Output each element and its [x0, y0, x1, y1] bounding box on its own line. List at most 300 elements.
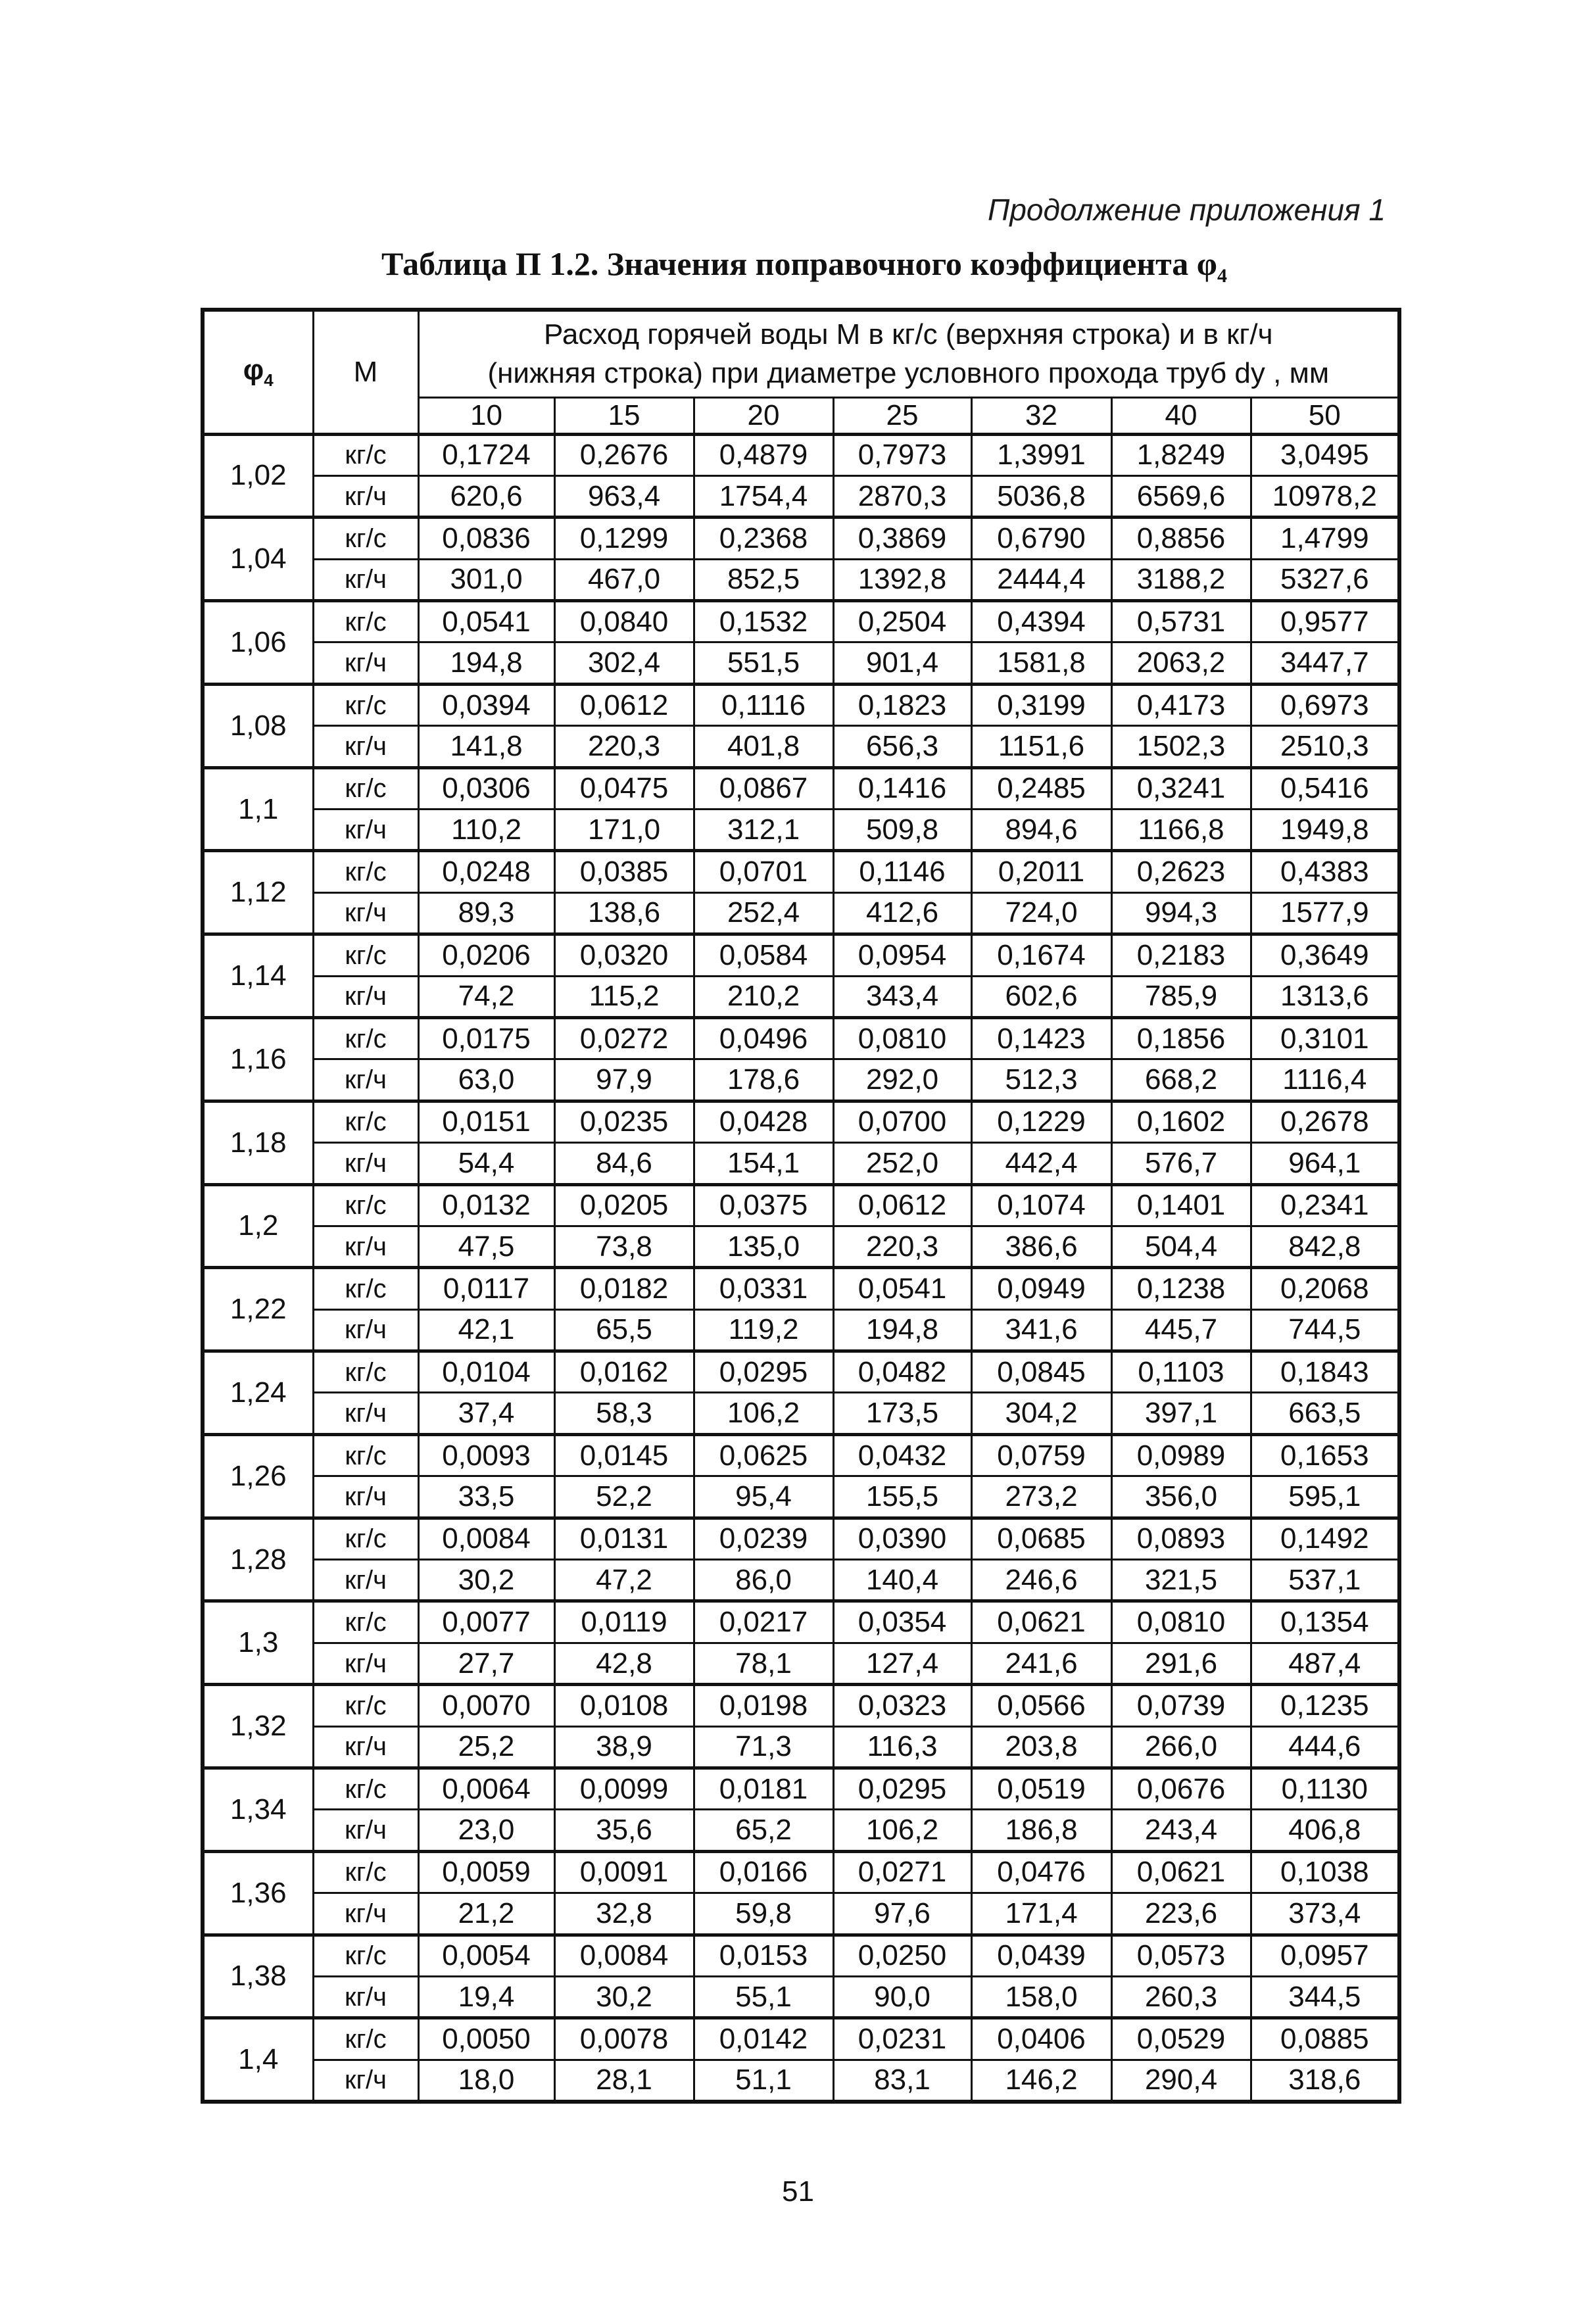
table-cell-kgh: 3188,2: [1111, 559, 1251, 600]
table-cell-kgh: 38,9: [554, 1726, 694, 1768]
table-cell-kgh: 210,2: [694, 976, 833, 1017]
table-cell-kgh: 445,7: [1111, 1309, 1251, 1351]
table-cell-kgs: 0,3649: [1251, 934, 1399, 976]
table-row-kgh: [203, 1059, 1399, 1101]
table-cell-kgs: 0,1229: [971, 1101, 1111, 1142]
table-cell-kgh: 2063,2: [1111, 642, 1251, 684]
table-cell-kgs: 0,1038: [1251, 1851, 1399, 1893]
table-cell-kgs: 0,0104: [418, 1351, 554, 1393]
table-cell-kgs: 0,0810: [833, 1017, 971, 1059]
table-cell-kgh: 119,2: [694, 1309, 833, 1351]
unit-cell-kgs: кг/с: [313, 1184, 418, 1226]
table-cell-kgh: 1116,4: [1251, 1059, 1399, 1101]
unit-cell-kgh: кг/ч: [313, 1226, 418, 1267]
table-cell-kgs: 0,0131: [554, 1518, 694, 1559]
table-cell-kgs: 0,0739: [1111, 1685, 1251, 1726]
table-cell-kgh: 37,4: [418, 1393, 554, 1434]
table-cell-kgh: 344,5: [1251, 1976, 1399, 2018]
table-cell-kgh: 127,4: [833, 1643, 971, 1684]
table-cell-kgs: 0,0306: [418, 767, 554, 809]
table-cell-kgh: 963,4: [554, 475, 694, 517]
table-cell-kgs: 0,0099: [554, 1768, 694, 1810]
table-cell-kgs: 0,4879: [694, 434, 833, 475]
table-cell-kgh: 30,2: [418, 1560, 554, 1601]
table-cell-kgh: 994,3: [1111, 892, 1251, 934]
table-cell-kgs: 0,1116: [694, 684, 833, 725]
phi-value-cell: 1,2: [203, 1184, 313, 1268]
column-header-description: [418, 310, 1399, 397]
unit-cell-kgs: кг/с: [313, 601, 418, 642]
table-cell-kgs: 0,0217: [694, 1601, 833, 1643]
table-cell-kgh: 668,2: [1111, 1059, 1251, 1101]
phi-value-cell: 1,3: [203, 1601, 313, 1685]
table-cell-kgs: 0,0153: [694, 1935, 833, 1976]
table-row-kgs: [203, 1101, 1399, 1142]
table-cell-kgs: 0,0108: [554, 1685, 694, 1726]
table-cell-kgh: 260,3: [1111, 1976, 1251, 2018]
table-cell-kgs: 0,0541: [833, 1268, 971, 1309]
table-cell-kgh: 18,0: [418, 2060, 554, 2101]
table-cell-kgs: 0,1492: [1251, 1518, 1399, 1559]
table-cell-kgs: 0,3241: [1111, 767, 1251, 809]
table-cell-kgs: 0,0476: [971, 1851, 1111, 1893]
table-cell-kgs: 0,0084: [418, 1518, 554, 1559]
table-cell-kgs: 1,4799: [1251, 518, 1399, 559]
table-cell-kgh: 273,2: [971, 1476, 1111, 1518]
unit-cell-kgs: кг/с: [313, 1518, 418, 1559]
table-cell-kgh: 97,6: [833, 1893, 971, 1935]
table-cell-kgh: 341,6: [971, 1309, 1111, 1351]
phi-value-cell: 1,04: [203, 518, 313, 601]
unit-cell-kgs: кг/с: [313, 767, 418, 809]
table-cell-kgh: 785,9: [1111, 976, 1251, 1017]
table-row-kgh: [203, 892, 1399, 934]
unit-cell-kgh: кг/ч: [313, 1976, 418, 2018]
table-row-kgs: [203, 434, 1399, 475]
table-row-kgs: [203, 934, 1399, 976]
table-cell-kgs: 0,0840: [554, 601, 694, 642]
table-cell-kgh: 194,8: [833, 1309, 971, 1351]
table-cell-kgh: 318,6: [1251, 2060, 1399, 2101]
phi-value-cell: 1,26: [203, 1434, 313, 1518]
table-cell-kgs: 0,0295: [694, 1351, 833, 1393]
table-cell-kgh: 97,9: [554, 1059, 694, 1101]
table-cell-kgs: 0,2183: [1111, 934, 1251, 976]
table-cell-kgh: 154,1: [694, 1143, 833, 1184]
table-cell-kgs: 0,0496: [694, 1017, 833, 1059]
table-cell-kgh: 110,2: [418, 810, 554, 851]
table-cell-kgh: 551,5: [694, 642, 833, 684]
table-cell-kgh: 397,1: [1111, 1393, 1251, 1434]
table-cell-kgs: 0,0064: [418, 1768, 554, 1810]
unit-cell-kgs: кг/с: [313, 1851, 418, 1893]
table-cell-kgs: 0,0248: [418, 851, 554, 892]
phi-value-cell: 1,36: [203, 1851, 313, 1935]
unit-cell-kgs: кг/с: [313, 1601, 418, 1643]
table-cell-kgh: 146,2: [971, 2060, 1111, 2101]
table-cell-kgs: 0,0091: [554, 1851, 694, 1893]
unit-cell-kgh: кг/ч: [313, 1643, 418, 1684]
table-row-kgh: [203, 475, 1399, 517]
table-row-kgs: [203, 1017, 1399, 1059]
table-cell-kgs: 0,0885: [1251, 2018, 1399, 2060]
table-cell-kgh: 312,1: [694, 810, 833, 851]
unit-cell-kgh: кг/ч: [313, 559, 418, 600]
phi-value-cell: 1,12: [203, 851, 313, 934]
table-cell-kgh: 292,0: [833, 1059, 971, 1101]
table-cell-kgs: 0,0117: [418, 1268, 554, 1309]
table-cell-kgs: 0,0676: [1111, 1768, 1251, 1810]
table-cell-kgs: 0,0093: [418, 1434, 554, 1476]
table-cell-kgs: 0,6790: [971, 518, 1111, 559]
table-cell-kgh: 141,8: [418, 726, 554, 767]
unit-cell-kgh: кг/ч: [313, 1143, 418, 1184]
table-cell-kgs: 0,0323: [833, 1685, 971, 1726]
table-cell-kgh: 86,0: [694, 1560, 833, 1601]
table-cell-kgs: 0,0954: [833, 934, 971, 976]
unit-cell-kgh: кг/ч: [313, 1309, 418, 1351]
table-cell-kgs: 0,0519: [971, 1768, 1111, 1810]
table-cell-kgs: 0,0529: [1111, 2018, 1251, 2060]
diameter-header-cell: 40: [1111, 397, 1251, 434]
table-cell-kgh: 1313,6: [1251, 976, 1399, 1017]
table-cell-kgs: 0,0182: [554, 1268, 694, 1309]
unit-cell-kgh: кг/ч: [313, 1476, 418, 1518]
table-cell-kgh: 115,2: [554, 976, 694, 1017]
table-cell-kgs: 0,6973: [1251, 684, 1399, 725]
table-cell-kgs: 1,3991: [971, 434, 1111, 475]
table-cell-kgh: 90,0: [833, 1976, 971, 2018]
table-cell-kgs: 0,1416: [833, 767, 971, 809]
table-cell-kgh: 10978,2: [1251, 475, 1399, 517]
table-cell-kgh: 386,6: [971, 1226, 1111, 1267]
unit-cell-kgh: кг/ч: [313, 976, 418, 1017]
table-row-kgh: [203, 1560, 1399, 1601]
table-cell-kgh: 964,1: [1251, 1143, 1399, 1184]
table-cell-kgs: 0,0166: [694, 1851, 833, 1893]
phi-symbol: φ: [243, 353, 264, 386]
phi-value-cell: 1,28: [203, 1518, 313, 1601]
table-cell-kgh: 73,8: [554, 1226, 694, 1267]
table-cell-kgh: 3447,7: [1251, 642, 1399, 684]
unit-cell-kgs: кг/с: [313, 934, 418, 976]
table-cell-kgs: 0,1235: [1251, 1685, 1399, 1726]
table-cell-kgh: 595,1: [1251, 1476, 1399, 1518]
table-cell-kgh: 55,1: [694, 1976, 833, 2018]
table-cell-kgs: 0,1103: [1111, 1351, 1251, 1393]
table-title-subscript: 4: [1217, 265, 1227, 287]
table-cell-kgh: 602,6: [971, 976, 1111, 1017]
table-cell-kgh: 1581,8: [971, 642, 1111, 684]
table-cell-kgh: 252,0: [833, 1143, 971, 1184]
table-cell-kgs: 0,2623: [1111, 851, 1251, 892]
table-cell-kgs: 0,0250: [833, 1935, 971, 1976]
table-cell-kgh: 178,6: [694, 1059, 833, 1101]
table-row-kgs: [203, 1268, 1399, 1309]
table-cell-kgs: 0,1532: [694, 601, 833, 642]
table-row-kgh: [203, 2060, 1399, 2101]
table-cell-kgs: 0,0759: [971, 1434, 1111, 1476]
table-cell-kgh: 106,2: [833, 1810, 971, 1851]
table-cell-kgh: 35,6: [554, 1810, 694, 1851]
table-row-kgh: [203, 726, 1399, 767]
table-cell-kgh: 32,8: [554, 1893, 694, 1935]
table-cell-kgs: 0,0482: [833, 1351, 971, 1393]
table-cell-kgs: 0,1856: [1111, 1017, 1251, 1059]
table-row-kgs: [203, 684, 1399, 725]
table-cell-kgs: 0,2676: [554, 434, 694, 475]
table-cell-kgs: 0,1238: [1111, 1268, 1251, 1309]
table-cell-kgs: 0,0541: [418, 601, 554, 642]
table-cell-kgh: 78,1: [694, 1643, 833, 1684]
table-cell-kgh: 401,8: [694, 726, 833, 767]
table-cell-kgs: 0,0145: [554, 1434, 694, 1476]
phi-value-cell: 1,06: [203, 601, 313, 685]
unit-cell-kgh: кг/ч: [313, 892, 418, 934]
phi-value-cell: 1,1: [203, 767, 313, 851]
table-cell-kgh: 25,2: [418, 1726, 554, 1768]
table-cell-kgs: 0,9577: [1251, 601, 1399, 642]
table-cell-kgh: 135,0: [694, 1226, 833, 1267]
table-cell-kgs: 0,3101: [1251, 1017, 1399, 1059]
column-header-phi: [203, 310, 313, 434]
table-cell-kgh: 83,1: [833, 2060, 971, 2101]
table-cell-kgh: 5036,8: [971, 475, 1111, 517]
diameter-header-cell: 15: [554, 397, 694, 434]
table-cell-kgh: 290,4: [1111, 2060, 1251, 2101]
header-row: [203, 310, 1399, 397]
table-cell-kgh: 63,0: [418, 1059, 554, 1101]
table-cell-kgh: 1166,8: [1111, 810, 1251, 851]
diameter-header-cell: 25: [833, 397, 971, 434]
table-cell-kgh: 65,2: [694, 1810, 833, 1851]
table-row-kgs: [203, 1518, 1399, 1559]
description-line-2: (нижняя строка) при диаметре условного прохода труб dу , мм: [487, 357, 1330, 390]
table-cell-kgs: 0,0059: [418, 1851, 554, 1893]
table-cell-kgh: 406,8: [1251, 1810, 1399, 1851]
table-cell-kgs: 0,0432: [833, 1434, 971, 1476]
table-row-kgs: [203, 1851, 1399, 1893]
unit-cell-kgh: кг/ч: [313, 1726, 418, 1768]
table-cell-kgh: 194,8: [418, 642, 554, 684]
table-cell-kgs: 0,0566: [971, 1685, 1111, 1726]
table-cell-kgs: 0,0573: [1111, 1935, 1251, 1976]
phi-value-cell: 1,34: [203, 1768, 313, 1852]
table-cell-kgs: 0,0084: [554, 1935, 694, 1976]
phi-value-cell: 1,02: [203, 434, 313, 518]
unit-cell-kgh: кг/ч: [313, 726, 418, 767]
table-cell-kgs: 0,0206: [418, 934, 554, 976]
column-header-m: М: [313, 310, 418, 434]
table-cell-kgs: 0,0054: [418, 1935, 554, 1976]
table-cell-kgs: 0,1823: [833, 684, 971, 725]
table-cell-kgs: 0,5416: [1251, 767, 1399, 809]
table-cell-kgs: 0,2368: [694, 518, 833, 559]
table-row-kgh: [203, 642, 1399, 684]
unit-cell-kgh: кг/ч: [313, 1810, 418, 1851]
table-cell-kgs: 0,2011: [971, 851, 1111, 892]
unit-cell-kgh: кг/ч: [313, 1059, 418, 1101]
table-cell-kgs: 0,2341: [1251, 1184, 1399, 1226]
table-cell-kgh: 19,4: [418, 1976, 554, 2018]
table-cell-kgh: 343,4: [833, 976, 971, 1017]
phi-value-cell: 1,14: [203, 934, 313, 1018]
table-cell-kgs: 0,1146: [833, 851, 971, 892]
table-cell-kgs: 0,0584: [694, 934, 833, 976]
table-cell-kgs: 0,0385: [554, 851, 694, 892]
table-cell-kgs: 0,1299: [554, 518, 694, 559]
unit-cell-kgh: кг/ч: [313, 1893, 418, 1935]
table-cell-kgh: 537,1: [1251, 1560, 1399, 1601]
table-cell-kgs: 0,0119: [554, 1601, 694, 1643]
table-cell-kgh: 203,8: [971, 1726, 1111, 1768]
table-cell-kgh: 28,1: [554, 2060, 694, 2101]
table-cell-kgs: 0,0295: [833, 1768, 971, 1810]
table-cell-kgh: 158,0: [971, 1976, 1111, 2018]
table-cell-kgh: 173,5: [833, 1393, 971, 1434]
table-cell-kgs: 0,1843: [1251, 1351, 1399, 1393]
table-cell-kgh: 47,2: [554, 1560, 694, 1601]
table-cell-kgs: 0,0621: [971, 1601, 1111, 1643]
table-cell-kgh: 241,6: [971, 1643, 1111, 1684]
table-cell-kgs: 0,1724: [418, 434, 554, 475]
table-cell-kgh: 223,6: [1111, 1893, 1251, 1935]
table-cell-kgs: 0,0320: [554, 934, 694, 976]
table-cell-kgs: 0,3199: [971, 684, 1111, 725]
table-cell-kgh: 33,5: [418, 1476, 554, 1518]
unit-cell-kgh: кг/ч: [313, 1393, 418, 1434]
table-cell-kgs: 0,0836: [418, 518, 554, 559]
table-cell-kgs: 0,5731: [1111, 601, 1251, 642]
table-row-kgs: [203, 1434, 1399, 1476]
table-cell-kgs: 0,0132: [418, 1184, 554, 1226]
table-cell-kgs: 0,0845: [971, 1351, 1111, 1393]
table-cell-kgs: 0,0175: [418, 1017, 554, 1059]
table-cell-kgh: 620,6: [418, 475, 554, 517]
table-cell-kgs: 0,0439: [971, 1935, 1111, 1976]
table-cell-kgh: 71,3: [694, 1726, 833, 1768]
table-cell-kgs: 0,0428: [694, 1101, 833, 1142]
table-cell-kgs: 0,0612: [554, 684, 694, 725]
table-cell-kgh: 512,3: [971, 1059, 1111, 1101]
page-number: 51: [782, 2175, 814, 2208]
table-cell-kgs: 0,0271: [833, 1851, 971, 1893]
table-cell-kgs: 0,0700: [833, 1101, 971, 1142]
table-row-kgs: [203, 1768, 1399, 1810]
table-cell-kgh: 171,0: [554, 810, 694, 851]
table-cell-kgs: 0,1401: [1111, 1184, 1251, 1226]
table-cell-kgh: 252,4: [694, 892, 833, 934]
table-cell-kgh: 724,0: [971, 892, 1111, 934]
table-cell-kgh: 106,2: [694, 1393, 833, 1434]
table-cell-kgh: 901,4: [833, 642, 971, 684]
table-cell-kgs: 0,0198: [694, 1685, 833, 1726]
table-cell-kgh: 842,8: [1251, 1226, 1399, 1267]
table-cell-kgs: 0,1074: [971, 1184, 1111, 1226]
table-cell-kgh: 116,3: [833, 1726, 971, 1768]
table-cell-kgh: 2870,3: [833, 475, 971, 517]
table-cell-kgs: 1,8249: [1111, 434, 1251, 475]
table-row-kgh: [203, 1143, 1399, 1184]
phi-value-cell: 1,38: [203, 1935, 313, 2018]
unit-cell-kgs: кг/с: [313, 1434, 418, 1476]
table-cell-kgs: 0,4383: [1251, 851, 1399, 892]
table-cell-kgs: 0,0239: [694, 1518, 833, 1559]
table-cell-kgs: 0,0406: [971, 2018, 1111, 2060]
table-cell-kgh: 51,1: [694, 2060, 833, 2101]
table-cell-kgh: 442,4: [971, 1143, 1111, 1184]
table-cell-kgh: 59,8: [694, 1893, 833, 1935]
phi-value-cell: 1,24: [203, 1351, 313, 1435]
table-cell-kgh: 27,7: [418, 1643, 554, 1684]
table-cell-kgs: 0,1653: [1251, 1434, 1399, 1476]
table-row-kgs: [203, 2018, 1399, 2060]
table-cell-kgs: 0,2068: [1251, 1268, 1399, 1309]
table-cell-kgh: 246,6: [971, 1560, 1111, 1601]
table-cell-kgh: 243,4: [1111, 1810, 1251, 1851]
unit-cell-kgs: кг/с: [313, 2018, 418, 2060]
table-cell-kgh: 74,2: [418, 976, 554, 1017]
table-row-kgh: [203, 559, 1399, 600]
table-cell-kgs: 0,7973: [833, 434, 971, 475]
unit-cell-kgs: кг/с: [313, 684, 418, 725]
table-row-kgs: [203, 518, 1399, 559]
table-cell-kgh: 54,4: [418, 1143, 554, 1184]
table-cell-kgh: 301,0: [418, 559, 554, 600]
table-row-kgh: [203, 1309, 1399, 1351]
table-cell-kgh: 373,4: [1251, 1893, 1399, 1935]
unit-cell-kgs: кг/с: [313, 1351, 418, 1393]
diameter-header-cell: 10: [418, 397, 554, 434]
phi-value-cell: 1,16: [203, 1017, 313, 1101]
table-row-kgh: [203, 1810, 1399, 1851]
table-cell-kgh: 220,3: [833, 1226, 971, 1267]
table-cell-kgs: 0,0893: [1111, 1518, 1251, 1559]
table-cell-kgh: 467,0: [554, 559, 694, 600]
table-cell-kgs: 0,0475: [554, 767, 694, 809]
unit-cell-kgs: кг/с: [313, 1101, 418, 1142]
table-cell-kgh: 65,5: [554, 1309, 694, 1351]
table-cell-kgh: 356,0: [1111, 1476, 1251, 1518]
table-cell-kgh: 2444,4: [971, 559, 1111, 600]
table-cell-kgh: 852,5: [694, 559, 833, 600]
table-cell-kgs: 0,0621: [1111, 1851, 1251, 1893]
table-row-kgs: [203, 1184, 1399, 1226]
table-cell-kgs: 0,4394: [971, 601, 1111, 642]
continuation-note: Продолжение приложения 1: [988, 193, 1386, 227]
table-title: [381, 245, 1227, 287]
table-row-kgh: [203, 1393, 1399, 1434]
table-cell-kgh: 509,8: [833, 810, 971, 851]
table-cell-kgh: 1949,8: [1251, 810, 1399, 851]
table-cell-kgh: 1754,4: [694, 475, 833, 517]
table-cell-kgs: 0,0701: [694, 851, 833, 892]
unit-cell-kgs: кг/с: [313, 518, 418, 559]
table-cell-kgh: 138,6: [554, 892, 694, 934]
table-cell-kgs: 0,0162: [554, 1351, 694, 1393]
unit-cell-kgs: кг/с: [313, 1685, 418, 1726]
table-cell-kgh: 302,4: [554, 642, 694, 684]
table-cell-kgs: 0,0390: [833, 1518, 971, 1559]
table-cell-kgs: 0,0354: [833, 1601, 971, 1643]
table-row-kgh: [203, 976, 1399, 1017]
table-cell-kgh: 155,5: [833, 1476, 971, 1518]
unit-cell-kgh: кг/ч: [313, 475, 418, 517]
table-cell-kgh: 30,2: [554, 1976, 694, 2018]
table-row-kgh: [203, 1893, 1399, 1935]
table-cell-kgs: 0,0272: [554, 1017, 694, 1059]
table-cell-kgs: 0,0989: [1111, 1434, 1251, 1476]
